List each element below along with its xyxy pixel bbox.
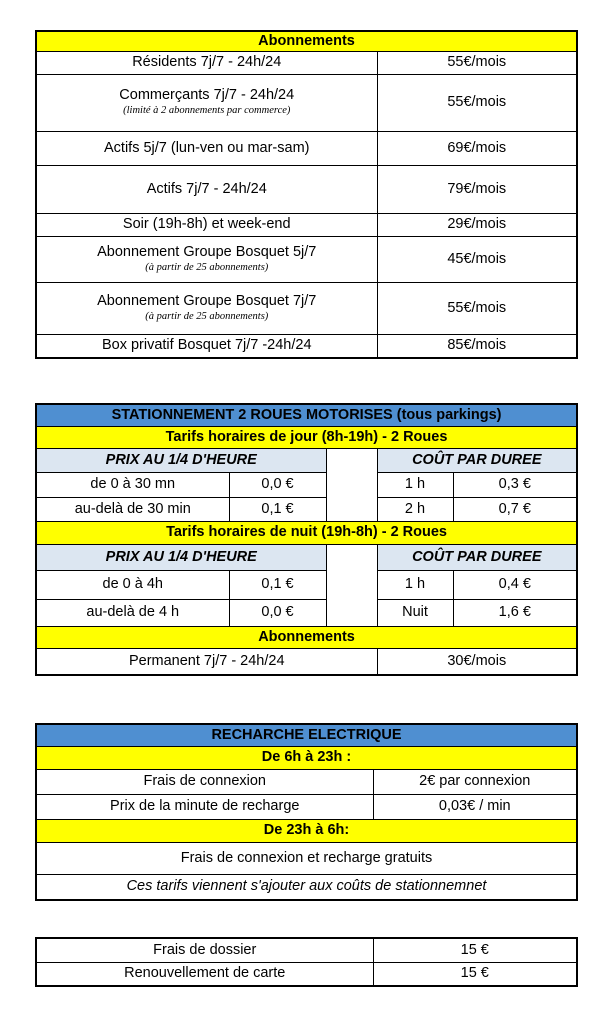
row-price: 55€/mois: [377, 282, 577, 334]
row-label: Box privatif Bosquet 7j/7 -24h/24: [36, 334, 377, 358]
deux-roues-abo-title: Abonnements: [36, 626, 577, 648]
recharge-title: RECHARCHE ELECTRIQUE: [36, 724, 577, 746]
table-row: [36, 794, 577, 819]
table-row: [36, 74, 577, 131]
row-cout: 0,7 €: [453, 497, 577, 521]
row-price: 69€/mois: [377, 131, 577, 165]
row-label: Soir (19h-8h) et week-end: [36, 213, 377, 236]
row-cout: 0,3 €: [453, 472, 577, 497]
recharge-note: Ces tarifs viennent s'ajouter aux coûts de stationnemnet: [36, 874, 577, 900]
table-row: [36, 938, 577, 962]
cout-header: COÛT PAR DUREE: [377, 448, 577, 472]
table-row: [36, 769, 577, 794]
abonnements-title: Abonnements: [36, 31, 577, 51]
row-label: de 0 à 4h: [36, 570, 229, 599]
row-cout: 1,6 €: [453, 599, 577, 626]
row-label: Résidents 7j/7 - 24h/24: [36, 51, 377, 74]
row-label: Permanent 7j/7 - 24h/24: [36, 648, 377, 675]
prix-header: PRIX AU 1/4 D'HEURE: [36, 544, 326, 570]
row-duree: 1 h: [377, 472, 453, 497]
jour-title: Tarifs horaires de jour (8h-19h) - 2 Roues: [36, 426, 577, 448]
prix-header: PRIX AU 1/4 D'HEURE: [36, 448, 326, 472]
table-row: [36, 599, 577, 626]
row-cout: 0,4 €: [453, 570, 577, 599]
row-label: Actifs 7j/7 - 24h/24: [36, 165, 377, 213]
row-label: Commerçants 7j/7 - 24h/24: [119, 87, 295, 103]
row-price: 45€/mois: [377, 236, 577, 282]
table-row: [36, 962, 577, 986]
row-price: 55€/mois: [377, 74, 577, 131]
table-row: [36, 497, 577, 521]
row-price: 30€/mois: [377, 648, 577, 675]
table-row: [36, 131, 577, 165]
row-duree: 1 h: [377, 570, 453, 599]
row-label-cell: [36, 236, 377, 282]
row-prix: 0,0 €: [229, 472, 326, 497]
table-row: [36, 570, 577, 599]
row-label-cell: [36, 282, 377, 334]
row-label: de 0 à 30 mn: [36, 472, 229, 497]
frais-table: [35, 937, 576, 987]
row-value: 15 €: [373, 962, 577, 986]
cout-header: COÛT PAR DUREE: [377, 544, 577, 570]
abonnements-table: [35, 30, 576, 359]
row-note: (limité à 2 abonnements par commerce): [123, 105, 291, 116]
row-prix: 0,1 €: [229, 570, 326, 599]
table-row: [36, 472, 577, 497]
row-note: (à partir de 25 abonnements): [145, 261, 269, 273]
row-value: 2€ par connexion: [373, 769, 577, 794]
table-row: [36, 648, 577, 675]
row-price: 29€/mois: [377, 213, 577, 236]
row-price: 55€/mois: [377, 51, 577, 74]
table-row: [36, 213, 577, 236]
table-row: [36, 282, 577, 334]
row-label: Actifs 5j/7 (lun-ven ou mar-sam): [36, 131, 377, 165]
table-row: [36, 165, 577, 213]
deux-roues-title: STATIONNEMENT 2 ROUES MOTORISES (tous parkings): [36, 404, 577, 426]
nuit-title: Tarifs horaires de nuit (19h-8h) - 2 Roues: [36, 521, 577, 544]
row-label-cell: [36, 74, 377, 131]
row-prix: 0,0 €: [229, 599, 326, 626]
row-label: Abonnement Groupe Bosquet 5j/7: [97, 243, 317, 260]
row-label: Renouvellement de carte: [36, 962, 373, 986]
row-price: 79€/mois: [377, 165, 577, 213]
row-label: Abonnement Groupe Bosquet 7j/7: [97, 292, 317, 309]
deux-roues-table: [35, 403, 576, 676]
row-price: 85€/mois: [377, 334, 577, 358]
row-label: au-delà de 30 min: [36, 497, 229, 521]
row-prix: 0,1 €: [229, 497, 326, 521]
row-label: Prix de la minute de recharge: [36, 794, 373, 819]
row-duree: Nuit: [377, 599, 453, 626]
recharge-table: [35, 723, 576, 901]
recharge-nuit-text: Frais de connexion et recharge gratuits: [36, 842, 577, 874]
table-row: [36, 51, 577, 74]
row-duree: 2 h: [377, 497, 453, 521]
row-value: 0,03€ / min: [373, 794, 577, 819]
table-row: [36, 334, 577, 358]
row-label: Frais de connexion: [36, 769, 373, 794]
table-row: [36, 236, 577, 282]
recharge-nuit-title: De 23h à 6h:: [36, 819, 577, 842]
row-value: 15 €: [373, 938, 577, 962]
row-note: (à partir de 25 abonnements): [145, 310, 269, 322]
row-label: Frais de dossier: [36, 938, 373, 962]
recharge-jour-title: De 6h à 23h :: [36, 746, 577, 769]
row-label: au-delà de 4 h: [36, 599, 229, 626]
